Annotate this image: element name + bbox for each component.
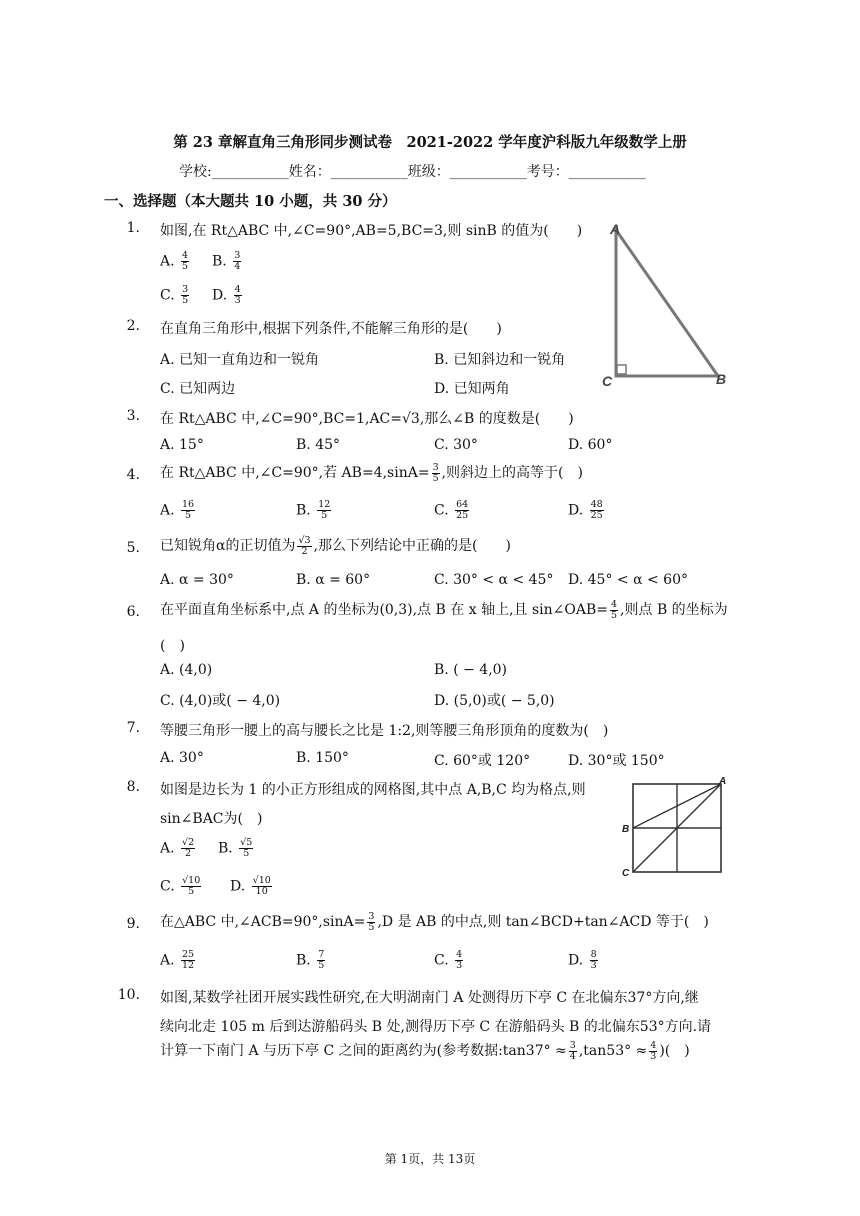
q10-stem-line1: 如图,某数学社团开展实践性研究,在大明湖南门 A 处测得历下亭 C 在北偏东37°方向,继 — [160, 990, 699, 1006]
q3-option-b: B. 45° — [296, 437, 341, 453]
fig8-label-a: A — [719, 776, 727, 787]
q2-option-d: D. 已知两角 — [434, 381, 510, 397]
q8-stem: 如图是边长为 1 的小正方形组成的网格图,其中点 A,B,C 均为格点,则 — [160, 782, 586, 798]
q6-stem: 在平面直角坐标系中,点 A 的坐标为(0,3),点 B 在 x 轴上,且 sin∠OAB= $\frac{4}{5}$ ,则点 B 的坐标为 — [160, 598, 728, 621]
q8-option-c: C. $\frac{√10}{5}$ — [160, 875, 201, 897]
q2-number: 2. — [126, 318, 140, 334]
q5-option-b: B. α = 60° — [296, 572, 371, 588]
q6-option-b: B. ( − 4,0) — [434, 662, 508, 678]
q4-option-c: C. $\frac{64}{25}$ — [434, 499, 469, 521]
q9-option-a: A. $\frac{25}{12}$ — [160, 949, 195, 971]
q7-stem: 等腰三角形一腰上的高与腰长之比是 1:2,则等腰三角形顶角的度数为( ) — [160, 723, 609, 739]
q10-stem-line3: 计算一下南门 A 与历下亭 C 之间的距离约为(参考数据:tan37° ≈ $\frac{3}{4}$ ,tan53° ≈ $\frac{4}{3}$ )( ) — [160, 1039, 690, 1062]
q4-option-b: B. $\frac{12}{5}$ — [296, 499, 331, 521]
fig1-label-c: C — [602, 373, 613, 388]
q5-stem: 已知锐角α的正切值为 $\frac{√3}{2}$ ,那么下列结论中正确的是( ) — [160, 534, 511, 557]
figure-grid — [620, 776, 732, 880]
q6-number: 6. — [126, 604, 140, 620]
page-title: 第 23 章解直角三角形同步测试卷 2021-2022 学年度沪科版九年级数学上册 — [173, 134, 687, 151]
q4-option-d: D. $\frac{48}{25}$ — [568, 499, 603, 521]
q9-option-b: B. $\frac{7}{5}$ — [296, 949, 325, 971]
fig1-label-b: B — [716, 371, 727, 387]
q1-number: 1. — [126, 220, 140, 236]
q8-option-b: B. $\frac{√5}{5}$ — [218, 837, 253, 859]
q1-option-c: C. $\frac{3}{5}$ — [160, 284, 189, 306]
q7-option-d: D. 30°或 150° — [568, 753, 665, 769]
q1-option-b: B. $\frac{3}{4}$ — [212, 250, 241, 272]
q7-option-b: B. 150° — [296, 750, 349, 766]
q4-stem: 在 Rt△ABC 中,∠C=90°,若 AB=4,sinA= $\frac{3}{5}$ ,则斜边上的高等于( ) — [160, 461, 583, 484]
q9-option-d: D. $\frac{8}{3}$ — [568, 949, 597, 971]
q6-option-d: D. (5,0)或( − 5,0) — [434, 693, 555, 709]
q3-option-c: C. 30° — [434, 437, 478, 453]
q4-number: 4. — [126, 467, 140, 483]
section-heading: 一、选择题（本大题共 10 小题，共 30 分） — [104, 193, 397, 210]
q7-option-c: C. 60°或 120° — [434, 753, 531, 769]
q5-option-a: A. α = 30° — [160, 572, 234, 588]
q1-option-d: D. $\frac{4}{3}$ — [212, 284, 241, 306]
q10-stem-line2: 续向北走 105 m 后到达游船码头 B 处,测得历下亭 C 在游船码头 B 的北偏东53°方向.请 — [160, 1019, 712, 1035]
q9-stem: 在△ABC 中,∠ACB=90°,sinA= $\frac{3}{5}$ ,D 是 AB 的中点,则 tan∠BCD+tan∠ACD 等于( ) — [160, 910, 709, 933]
figure-right-triangle — [598, 218, 733, 388]
q5-option-d: D. 45° < α < 60° — [568, 572, 688, 588]
q5-number: 5. — [126, 540, 140, 556]
q2-option-a: A. 已知一直角边和一锐角 — [160, 352, 320, 368]
q6-option-c: C. (4,0)或( − 4,0) — [160, 693, 281, 709]
fig8-label-b: B — [622, 824, 630, 835]
q3-option-d: D. 60° — [568, 437, 613, 453]
q3-number: 3. — [126, 408, 140, 424]
q5-option-c: C. 30° < α < 45° — [434, 572, 554, 588]
page-footer: 第 1页，共 13页 — [384, 1152, 476, 1166]
q4-option-a: A. $\frac{16}{5}$ — [160, 499, 195, 521]
fig8-label-c: C — [622, 868, 630, 879]
q7-option-a: A. 30° — [160, 750, 204, 766]
fig1-label-a: A — [610, 221, 621, 237]
q2-option-c: C. 已知两边 — [160, 381, 236, 397]
q9-option-c: C. $\frac{4}{3}$ — [434, 949, 463, 971]
q8-option-d: D. $\frac{√10}{10}$ — [230, 875, 271, 897]
q9-number: 9. — [126, 916, 140, 932]
q8-number: 8. — [126, 779, 140, 795]
student-info-line: 学校:___________姓名：___________班级：___________考号：___________ — [179, 164, 646, 180]
q10-number: 10. — [117, 987, 140, 1003]
q1-stem: 如图,在 Rt△ABC 中,∠C=90°,AB=5,BC=3,则 sinB 的值为( ) — [160, 223, 583, 239]
q8-stem-line2: sin∠BAC为( ) — [160, 811, 263, 827]
q6-stem-line2: ( ) — [160, 638, 185, 654]
q1-option-a: A. $\frac{4}{5}$ — [160, 250, 189, 272]
q6-option-a: A. (4,0) — [160, 662, 213, 678]
q2-stem: 在直角三角形中,根据下列条件,不能解三角形的是( ) — [160, 321, 502, 337]
q3-option-a: A. 15° — [160, 437, 204, 453]
q2-option-b: B. 已知斜边和一锐角 — [434, 352, 566, 368]
q8-option-a: A. $\frac{√2}{2}$ — [160, 837, 195, 859]
q7-number: 7. — [126, 720, 140, 736]
q3-stem: 在 Rt△ABC 中,∠C=90°,BC=1,AC=√3,那么∠B 的度数是( ) — [160, 411, 574, 427]
